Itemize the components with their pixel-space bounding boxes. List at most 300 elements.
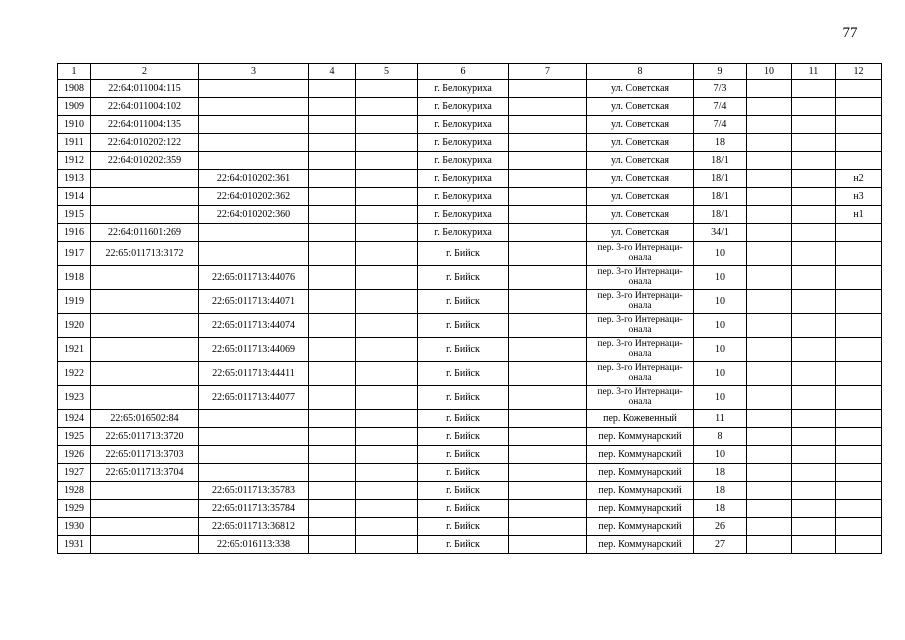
- col-10-cell: [747, 188, 792, 206]
- settlement-cell: г. Белокуриха: [418, 224, 509, 242]
- house-number-cell: 18: [694, 482, 747, 500]
- row-number-cell: 1912: [58, 152, 91, 170]
- page-number: 77: [842, 25, 858, 41]
- col-5-cell: [356, 80, 418, 98]
- col-10-cell: [747, 290, 792, 314]
- col-4-cell: [309, 386, 356, 410]
- col-11-cell: [792, 482, 836, 500]
- cadastral-number-building-cell: 22:65:011713:44071: [199, 290, 309, 314]
- col-11-cell: [792, 464, 836, 482]
- col-7-cell: [509, 170, 587, 188]
- premises-number-cell: [836, 500, 882, 518]
- row-number-cell: 1918: [58, 266, 91, 290]
- cadastral-number-land-cell: [91, 188, 199, 206]
- col-5-cell: [356, 170, 418, 188]
- col-4-cell: [309, 188, 356, 206]
- col-5-cell: [356, 242, 418, 266]
- settlement-cell: г. Белокуриха: [418, 206, 509, 224]
- col-5-cell: [356, 188, 418, 206]
- col-7-header: 7: [509, 64, 587, 80]
- col-5-cell: [356, 134, 418, 152]
- col-4-cell: [309, 362, 356, 386]
- settlement-cell: г. Белокуриха: [418, 98, 509, 116]
- table-row: [58, 290, 882, 314]
- house-number-cell: 7/4: [694, 98, 747, 116]
- row-number-cell: 1925: [58, 428, 91, 446]
- row-number-cell: 1926: [58, 446, 91, 464]
- table-row: [58, 170, 882, 188]
- table-row: [58, 362, 882, 386]
- premises-number-cell: [836, 338, 882, 362]
- cadastral-number-building-cell: [199, 116, 309, 134]
- settlement-cell: г. Бийск: [418, 518, 509, 536]
- col-4-cell: [309, 518, 356, 536]
- col-7-cell: [509, 536, 587, 554]
- street-cell: пер. Коммунарский: [587, 518, 694, 536]
- col-11-cell: [792, 386, 836, 410]
- row-number-cell: 1921: [58, 338, 91, 362]
- cadastral-number-land-cell: 22:64:011004:102: [91, 98, 199, 116]
- street-cell: ул. Советская: [587, 116, 694, 134]
- settlement-cell: г. Бийск: [418, 482, 509, 500]
- col-7-cell: [509, 206, 587, 224]
- cadastral-number-building-cell: [199, 428, 309, 446]
- col-4-cell: [309, 224, 356, 242]
- street-cell: пер. Кожевенный: [587, 410, 694, 428]
- registry-table: [57, 63, 882, 554]
- cadastral-number-building-cell: [199, 410, 309, 428]
- street-cell: пер. Коммунарский: [587, 446, 694, 464]
- cadastral-number-building-cell: 22:64:010202:360: [199, 206, 309, 224]
- cadastral-number-land-cell: [91, 266, 199, 290]
- cadastral-number-building-cell: 22:64:010202:362: [199, 188, 309, 206]
- row-number-cell: 1914: [58, 188, 91, 206]
- col-7-cell: [509, 410, 587, 428]
- cadastral-number-building-cell: 22:65:011713:44074: [199, 314, 309, 338]
- col-11-cell: [792, 518, 836, 536]
- house-number-cell: 18/1: [694, 188, 747, 206]
- col-11-cell: [792, 338, 836, 362]
- street-cell: пер. Коммунарский: [587, 428, 694, 446]
- col-7-cell: [509, 80, 587, 98]
- settlement-cell: г. Бийск: [418, 362, 509, 386]
- col-11-cell: [792, 98, 836, 116]
- col-5-cell: [356, 290, 418, 314]
- col-5-cell: [356, 536, 418, 554]
- row-number-cell: 1911: [58, 134, 91, 152]
- col-10-cell: [747, 338, 792, 362]
- table-row: [58, 464, 882, 482]
- settlement-cell: г. Бийск: [418, 428, 509, 446]
- house-number-cell: 10: [694, 314, 747, 338]
- col-5-cell: [356, 266, 418, 290]
- col-7-cell: [509, 464, 587, 482]
- col-10-header: 10: [747, 64, 792, 80]
- col-4-cell: [309, 446, 356, 464]
- col-10-cell: [747, 80, 792, 98]
- cadastral-number-land-cell: 22:65:011713:3172: [91, 242, 199, 266]
- col-10-cell: [747, 224, 792, 242]
- col-4-cell: [309, 410, 356, 428]
- street-cell: ул. Советская: [587, 80, 694, 98]
- cadastral-number-building-cell: [199, 80, 309, 98]
- col-7-cell: [509, 134, 587, 152]
- house-number-cell: 26: [694, 518, 747, 536]
- cadastral-number-land-cell: 22:65:011713:3704: [91, 464, 199, 482]
- col-10-cell: [747, 206, 792, 224]
- col-5-cell: [356, 446, 418, 464]
- cadastral-number-land-cell: 22:64:011601:269: [91, 224, 199, 242]
- row-number-cell: 1909: [58, 98, 91, 116]
- cadastral-number-building-cell: 22:65:011713:44077: [199, 386, 309, 410]
- col-11-cell: [792, 266, 836, 290]
- house-number-cell: 10: [694, 386, 747, 410]
- col-4-cell: [309, 266, 356, 290]
- street-cell: пер. 3-го Интернаци-онала: [587, 314, 694, 338]
- premises-number-cell: [836, 464, 882, 482]
- table-row: [58, 446, 882, 464]
- col-5-cell: [356, 206, 418, 224]
- col-5-cell: [356, 410, 418, 428]
- house-number-cell: 18/1: [694, 206, 747, 224]
- street-cell: ул. Советская: [587, 206, 694, 224]
- col-10-cell: [747, 266, 792, 290]
- settlement-cell: г. Бийск: [418, 338, 509, 362]
- row-number-cell: 1913: [58, 170, 91, 188]
- col-7-cell: [509, 98, 587, 116]
- table-row: [58, 386, 882, 410]
- house-number-cell: 10: [694, 338, 747, 362]
- cadastral-number-land-cell: 22:64:011004:135: [91, 116, 199, 134]
- col-7-cell: [509, 482, 587, 500]
- cadastral-number-building-cell: [199, 98, 309, 116]
- col-5-cell: [356, 98, 418, 116]
- cadastral-number-building-cell: [199, 242, 309, 266]
- settlement-cell: г. Бийск: [418, 446, 509, 464]
- table-row: [58, 116, 882, 134]
- table-row: [58, 266, 882, 290]
- col-10-cell: [747, 116, 792, 134]
- house-number-cell: 18/1: [694, 152, 747, 170]
- cadastral-number-land-cell: [91, 338, 199, 362]
- settlement-cell: г. Бийск: [418, 536, 509, 554]
- cadastral-number-building-cell: 22:65:011713:44069: [199, 338, 309, 362]
- settlement-cell: г. Бийск: [418, 314, 509, 338]
- col-11-cell: [792, 446, 836, 464]
- premises-number-cell: [836, 266, 882, 290]
- cadastral-number-land-cell: 22:65:016502:84: [91, 410, 199, 428]
- cadastral-number-land-cell: 22:65:011713:3720: [91, 428, 199, 446]
- col-5-header: 5: [356, 64, 418, 80]
- table-row: [58, 482, 882, 500]
- row-number-cell: 1916: [58, 224, 91, 242]
- cadastral-number-building-cell: [199, 152, 309, 170]
- cadastral-number-land-cell: [91, 362, 199, 386]
- premises-number-cell: [836, 242, 882, 266]
- col-5-cell: [356, 314, 418, 338]
- settlement-cell: г. Бийск: [418, 500, 509, 518]
- settlement-cell: г. Белокуриха: [418, 116, 509, 134]
- street-cell: пер. 3-го Интернаци-онала: [587, 290, 694, 314]
- col-7-cell: [509, 428, 587, 446]
- premises-number-cell: [836, 314, 882, 338]
- cadastral-number-building-cell: 22:65:011713:44076: [199, 266, 309, 290]
- cadastral-number-land-cell: 22:64:010202:122: [91, 134, 199, 152]
- col-10-cell: [747, 386, 792, 410]
- house-number-cell: 18: [694, 464, 747, 482]
- col-10-cell: [747, 362, 792, 386]
- street-cell: пер. Коммунарский: [587, 464, 694, 482]
- col-2-header: 2: [91, 64, 199, 80]
- street-cell: ул. Советская: [587, 224, 694, 242]
- table-row: [58, 98, 882, 116]
- cadastral-number-land-cell: 22:65:011713:3703: [91, 446, 199, 464]
- premises-number-cell: [836, 482, 882, 500]
- col-4-cell: [309, 80, 356, 98]
- col-11-header: 11: [792, 64, 836, 80]
- col-7-cell: [509, 290, 587, 314]
- house-number-cell: 18/1: [694, 170, 747, 188]
- cadastral-number-land-cell: [91, 206, 199, 224]
- settlement-cell: г. Бийск: [418, 410, 509, 428]
- col-10-cell: [747, 242, 792, 266]
- col-5-cell: [356, 362, 418, 386]
- col-11-cell: [792, 314, 836, 338]
- premises-number-cell: [836, 98, 882, 116]
- col-4-cell: [309, 428, 356, 446]
- row-number-cell: 1915: [58, 206, 91, 224]
- col-4-cell: [309, 536, 356, 554]
- house-number-cell: 18: [694, 500, 747, 518]
- col-10-cell: [747, 500, 792, 518]
- cadastral-number-land-cell: [91, 290, 199, 314]
- col-12-header: 12: [836, 64, 882, 80]
- col-5-cell: [356, 518, 418, 536]
- col-4-cell: [309, 314, 356, 338]
- premises-number-cell: н3: [836, 188, 882, 206]
- col-4-cell: [309, 290, 356, 314]
- col-5-cell: [356, 116, 418, 134]
- table-row: [58, 134, 882, 152]
- table-row: [58, 500, 882, 518]
- street-cell: ул. Советская: [587, 188, 694, 206]
- table-row: [58, 80, 882, 98]
- col-10-cell: [747, 536, 792, 554]
- col-10-cell: [747, 428, 792, 446]
- col-3-header: 3: [199, 64, 309, 80]
- col-7-cell: [509, 446, 587, 464]
- col-11-cell: [792, 290, 836, 314]
- col-7-cell: [509, 116, 587, 134]
- cadastral-number-land-cell: [91, 170, 199, 188]
- row-number-cell: 1929: [58, 500, 91, 518]
- premises-number-cell: [836, 290, 882, 314]
- settlement-cell: г. Белокуриха: [418, 134, 509, 152]
- table-body: [58, 64, 882, 554]
- col-11-cell: [792, 206, 836, 224]
- house-number-cell: 34/1: [694, 224, 747, 242]
- premises-number-cell: [836, 134, 882, 152]
- col-4-cell: [309, 152, 356, 170]
- cadastral-number-land-cell: [91, 500, 199, 518]
- settlement-cell: г. Бийск: [418, 266, 509, 290]
- col-4-cell: [309, 98, 356, 116]
- cadastral-number-building-cell: 22:64:010202:361: [199, 170, 309, 188]
- table-row: [58, 206, 882, 224]
- col-10-cell: [747, 518, 792, 536]
- col-11-cell: [792, 116, 836, 134]
- col-11-cell: [792, 152, 836, 170]
- premises-number-cell: [836, 410, 882, 428]
- col-4-cell: [309, 464, 356, 482]
- col-4-cell: [309, 242, 356, 266]
- col-10-cell: [747, 446, 792, 464]
- col-10-cell: [747, 464, 792, 482]
- premises-number-cell: [836, 386, 882, 410]
- col-10-cell: [747, 410, 792, 428]
- table-row: [58, 224, 882, 242]
- settlement-cell: г. Бийск: [418, 290, 509, 314]
- settlement-cell: г. Белокуриха: [418, 152, 509, 170]
- table-row: [58, 314, 882, 338]
- col-10-cell: [747, 170, 792, 188]
- col-1-header: 1: [58, 64, 91, 80]
- settlement-cell: г. Бийск: [418, 242, 509, 266]
- col-11-cell: [792, 80, 836, 98]
- col-4-header: 4: [309, 64, 356, 80]
- street-cell: ул. Советская: [587, 98, 694, 116]
- settlement-cell: г. Белокуриха: [418, 170, 509, 188]
- table-row: [58, 536, 882, 554]
- col-11-cell: [792, 170, 836, 188]
- col-7-cell: [509, 500, 587, 518]
- table-row: [58, 428, 882, 446]
- street-cell: пер. 3-го Интернаци-онала: [587, 266, 694, 290]
- table-row: [58, 410, 882, 428]
- house-number-cell: 7/3: [694, 80, 747, 98]
- col-7-cell: [509, 338, 587, 362]
- col-4-cell: [309, 134, 356, 152]
- cadastral-number-building-cell: [199, 446, 309, 464]
- col-4-cell: [309, 206, 356, 224]
- col-7-cell: [509, 386, 587, 410]
- street-cell: ул. Советская: [587, 134, 694, 152]
- settlement-cell: г. Белокуриха: [418, 80, 509, 98]
- col-5-cell: [356, 224, 418, 242]
- cadastral-number-land-cell: [91, 386, 199, 410]
- table-row: [58, 188, 882, 206]
- premises-number-cell: [836, 152, 882, 170]
- cadastral-number-building-cell: [199, 464, 309, 482]
- col-11-cell: [792, 188, 836, 206]
- row-number-cell: 1922: [58, 362, 91, 386]
- row-number-cell: 1908: [58, 80, 91, 98]
- col-7-cell: [509, 242, 587, 266]
- col-11-cell: [792, 134, 836, 152]
- street-cell: пер. 3-го Интернаци-онала: [587, 338, 694, 362]
- col-5-cell: [356, 338, 418, 362]
- row-number-cell: 1930: [58, 518, 91, 536]
- cadastral-number-land-cell: [91, 482, 199, 500]
- col-7-cell: [509, 518, 587, 536]
- street-cell: пер. Коммунарский: [587, 482, 694, 500]
- col-11-cell: [792, 362, 836, 386]
- col-7-cell: [509, 266, 587, 290]
- house-number-cell: 10: [694, 242, 747, 266]
- table-row: [58, 152, 882, 170]
- premises-number-cell: н1: [836, 206, 882, 224]
- col-5-cell: [356, 482, 418, 500]
- col-5-cell: [356, 464, 418, 482]
- col-4-cell: [309, 116, 356, 134]
- header-row: [58, 64, 882, 80]
- row-number-cell: 1923: [58, 386, 91, 410]
- house-number-cell: 10: [694, 266, 747, 290]
- house-number-cell: 8: [694, 428, 747, 446]
- col-11-cell: [792, 428, 836, 446]
- col-11-cell: [792, 242, 836, 266]
- row-number-cell: 1919: [58, 290, 91, 314]
- col-5-cell: [356, 386, 418, 410]
- table-row: [58, 242, 882, 266]
- row-number-cell: 1931: [58, 536, 91, 554]
- row-number-cell: 1927: [58, 464, 91, 482]
- cadastral-number-building-cell: 22:65:011713:35783: [199, 482, 309, 500]
- cadastral-number-land-cell: 22:64:011004:115: [91, 80, 199, 98]
- street-cell: пер. 3-го Интернаци-онала: [587, 242, 694, 266]
- premises-number-cell: [836, 116, 882, 134]
- cadastral-number-building-cell: [199, 134, 309, 152]
- col-10-cell: [747, 314, 792, 338]
- cadastral-number-building-cell: 22:65:011713:36812: [199, 518, 309, 536]
- house-number-cell: 27: [694, 536, 747, 554]
- table-row: [58, 518, 882, 536]
- col-10-cell: [747, 482, 792, 500]
- cadastral-number-land-cell: [91, 536, 199, 554]
- settlement-cell: г. Белокуриха: [418, 188, 509, 206]
- col-7-cell: [509, 188, 587, 206]
- col-10-cell: [747, 134, 792, 152]
- street-cell: пер. 3-го Интернаци-онала: [587, 362, 694, 386]
- row-number-cell: 1928: [58, 482, 91, 500]
- street-cell: пер. Коммунарский: [587, 500, 694, 518]
- table-row: [58, 338, 882, 362]
- house-number-cell: 18: [694, 134, 747, 152]
- settlement-cell: г. Бийск: [418, 464, 509, 482]
- cadastral-number-building-cell: 22:65:016113:338: [199, 536, 309, 554]
- col-11-cell: [792, 500, 836, 518]
- col-6-header: 6: [418, 64, 509, 80]
- row-number-cell: 1910: [58, 116, 91, 134]
- col-11-cell: [792, 536, 836, 554]
- col-5-cell: [356, 152, 418, 170]
- premises-number-cell: [836, 446, 882, 464]
- col-5-cell: [356, 428, 418, 446]
- street-cell: пер. 3-го Интернаци-онала: [587, 386, 694, 410]
- street-cell: ул. Советская: [587, 152, 694, 170]
- cadastral-number-land-cell: [91, 518, 199, 536]
- cadastral-number-land-cell: 22:64:010202:359: [91, 152, 199, 170]
- premises-number-cell: [836, 80, 882, 98]
- premises-number-cell: н2: [836, 170, 882, 188]
- premises-number-cell: [836, 224, 882, 242]
- row-number-cell: 1924: [58, 410, 91, 428]
- col-4-cell: [309, 338, 356, 362]
- house-number-cell: 7/4: [694, 116, 747, 134]
- premises-number-cell: [836, 428, 882, 446]
- street-cell: ул. Советская: [587, 170, 694, 188]
- row-number-cell: 1920: [58, 314, 91, 338]
